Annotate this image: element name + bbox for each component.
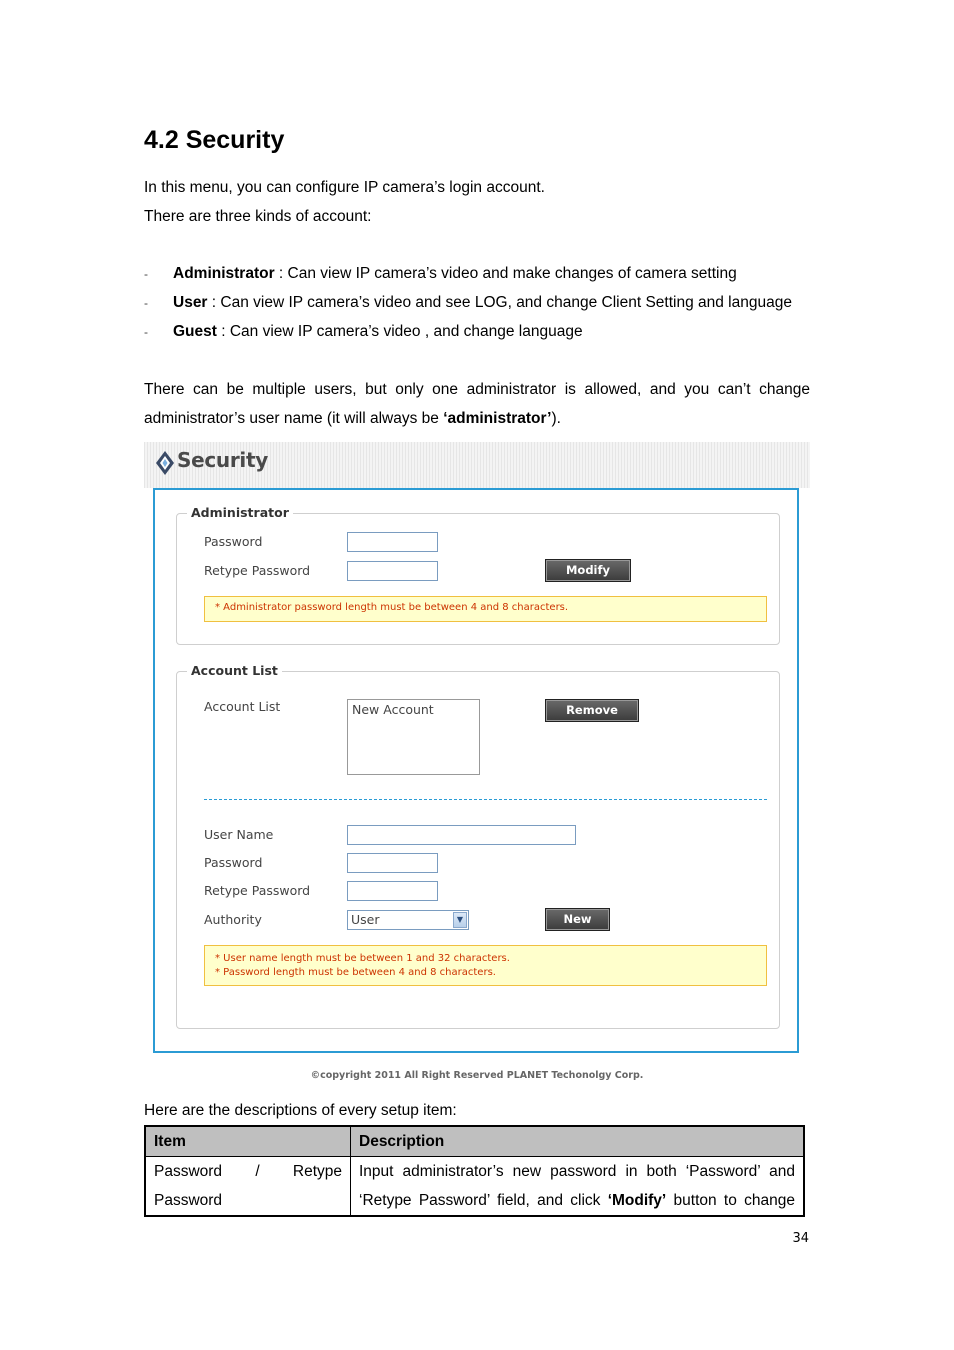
table-row: [145, 1157, 804, 1217]
admin-password-note: * Administrator password length must be between 4 and 8 characters.: [204, 596, 767, 622]
table-cell-description: Input administrator’s new password in both ‘Password’ and ‘Retype Password’ field, and click ‘Modify’ button to change: [351, 1157, 805, 1217]
divider: [204, 799, 767, 800]
authority-label: Authority: [204, 912, 262, 927]
password-length-note: * Password length must be between 4 and 8 characters.: [215, 967, 496, 978]
security-screenshot: [144, 442, 810, 1081]
username-label: User Name: [204, 827, 274, 842]
admin-password-input[interactable]: [347, 532, 438, 552]
administrator-fieldset: [176, 505, 780, 645]
retype-password-label: Retype Password: [204, 883, 311, 898]
section-heading: 4.2 Security: [144, 126, 285, 154]
intro-paragraph-2: There are three kinds of account:: [144, 208, 372, 225]
page-number: 34: [792, 1231, 809, 1246]
security-logo-icon: [155, 450, 175, 476]
setup-items-table: [144, 1125, 805, 1217]
retype-password-input[interactable]: [347, 881, 438, 901]
admin-password-label: Password: [204, 534, 263, 549]
copyright-text: ©copyright 2011 All Right Reserved PLANET Techonolgy Corp.: [310, 1070, 644, 1081]
remove-button[interactable]: Remove: [545, 699, 639, 722]
username-length-note: * User name length must be between 1 and 32 characters.: [215, 953, 510, 964]
password-label: Password: [204, 855, 263, 870]
account-list-legend: Account List: [187, 663, 282, 678]
authority-value: User: [351, 912, 380, 927]
account-listbox[interactable]: [347, 699, 480, 775]
new-button[interactable]: New: [545, 908, 610, 931]
screenshot-title: Security: [177, 448, 268, 472]
administrator-legend: Administrator: [187, 505, 293, 520]
admin-retype-password-input[interactable]: [347, 561, 438, 581]
descriptions-intro: Here are the descriptions of every setup item:: [144, 1102, 457, 1119]
account-type-user: - User : Can view IP camera’s video and see LOG, and change Client Setting and language: [144, 294, 792, 311]
username-input[interactable]: [347, 825, 576, 845]
user-notes: [204, 945, 767, 986]
password-input[interactable]: [347, 853, 438, 873]
modify-button[interactable]: Modify: [545, 559, 631, 582]
account-type-administrator: - Administrator : Can view IP camera’s video and make changes of camera setting: [144, 265, 737, 282]
admin-rule-line-2: administrator’s user name (it will always be ‘administrator’).: [144, 410, 561, 427]
account-list-label: Account List: [204, 699, 281, 714]
table-header-item: Item: [145, 1126, 351, 1157]
chevron-down-icon[interactable]: ▼: [453, 912, 467, 928]
admin-retype-password-label: Retype Password: [204, 563, 311, 578]
table-header-description: Description: [351, 1126, 805, 1157]
account-list-item[interactable]: New Account: [352, 702, 434, 717]
authority-select[interactable]: [347, 910, 469, 930]
settings-frame: [153, 488, 799, 1053]
intro-paragraph: In this menu, you can configure IP camera’s login account.: [144, 179, 545, 196]
screenshot-header: [144, 442, 810, 488]
admin-rule-line-1: There can be multiple users, but only one administrator is allowed, and you can’t change: [144, 381, 810, 398]
account-list-fieldset: [176, 663, 780, 1029]
account-type-guest: - Guest : Can view IP camera’s video , and change language: [144, 323, 583, 340]
table-cell-item: Password / Retype Password: [145, 1157, 351, 1217]
